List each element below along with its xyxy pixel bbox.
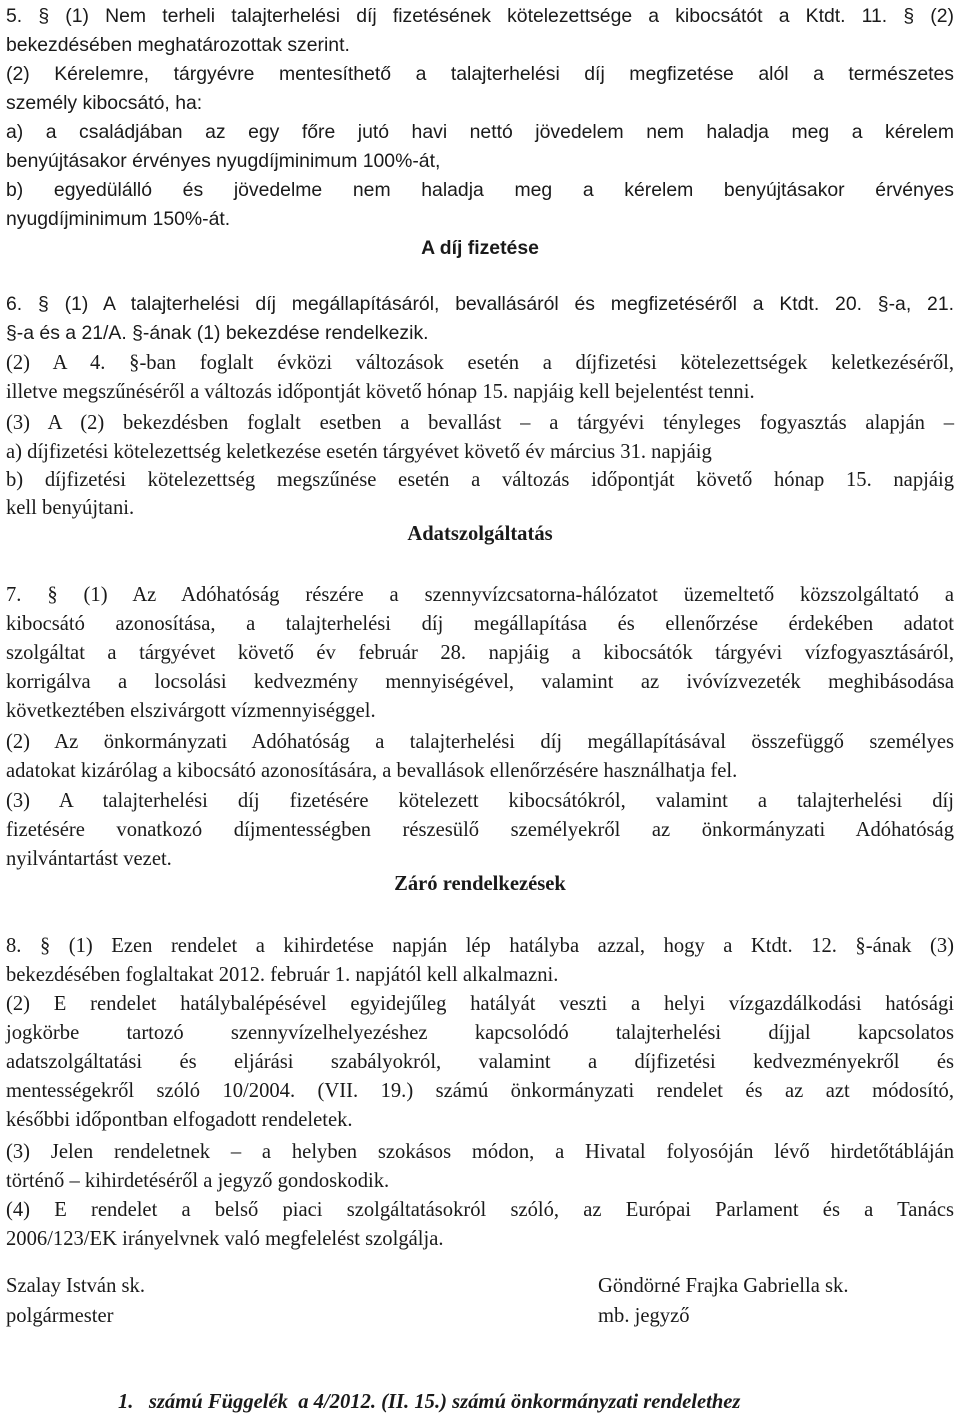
- text-line: személy kibocsátó, ha:: [6, 92, 203, 114]
- text-line: 6. § (1) A talajterhelési díj megállapításáról, bevallásáról és megfizetéséről a Ktdt. 20. §-a, 21.: [6, 293, 954, 315]
- text-line: b) egyedülálló és jövedelme nem haladja meg a kérelem benyújtásakor érvényes: [6, 179, 954, 201]
- text-line: adatokat kizárólag a kibocsátó azonosítására, a bevallások ellenőrzésére használhatja fel.: [6, 760, 738, 782]
- text-line: korrigálva a locsolási kedvezmény mennyiségével, valamint az ivóvízvezeték meghibásodása: [6, 671, 954, 693]
- text-line: 5. § (1) Nem terheli talajterhelési díj fizetésének kötelezettsége a kibocsátót a Ktdt. 11. § (2): [6, 5, 954, 27]
- text-line: adatszolgáltatási és eljárási szabályokról, valamint a díjfizetési kedvezményekről és: [6, 1051, 954, 1073]
- text-line: (3) A (2) bekezdésben foglalt esetben a bevallást – a tárgyévi tényleges fogyasztás alapján –: [6, 412, 954, 434]
- text-line: (2) Az önkormányzati Adóhatóság a talajterhelési díj megállapításával összefüggő személyes: [6, 731, 954, 753]
- text-line: nyilvántartást vezet.: [6, 848, 172, 870]
- text-line: (2) A 4. §-ban foglalt évközi változások esetén a díjfizetési kötelezettségek keletkezéséről,: [6, 352, 954, 374]
- text-line: (2) E rendelet hatálybalépésével egyidejűleg hatályát veszti a helyi vízgazdálkodási hatósági: [6, 993, 954, 1015]
- section-heading: Záró rendelkezések: [394, 873, 566, 895]
- mayor-name: Szalay István sk.: [6, 1275, 145, 1297]
- text-line: 8. § (1) Ezen rendelet a kihirdetése napján lép hatályba azzal, hogy a Ktdt. 12. §-ának (3): [6, 935, 954, 957]
- text-line: benyújtásakor érvényes nyugdíjminimum 100%-át,: [6, 150, 441, 172]
- section-heading: Adatszolgáltatás: [407, 523, 553, 545]
- text-line: (3) A talajterhelési díj fizetésére kötelezett kibocsátókról, valamint a talajterhelési díj: [6, 790, 954, 812]
- text-line: §-a és a 21/A. §-ának (1) bekezdése rendelkezik.: [6, 322, 429, 344]
- text-line: (4) E rendelet a belső piaci szolgáltatásokról szóló, az Európai Parlament és a Tanács: [6, 1199, 954, 1221]
- text-line: nyugdíjminimum 150%-át.: [6, 208, 231, 230]
- text-line: későbbi időpontban elfogadott rendeletek.: [6, 1109, 353, 1131]
- section-heading: A díj fizetése: [421, 237, 539, 259]
- text-line: történő – kihirdetéséről a jegyző gondoskodik.: [6, 1170, 390, 1192]
- text-line: a) díjfizetési kötelezettség keletkezése esetén tárgyévet követő év március 31. napjáig: [6, 441, 712, 463]
- text-line: 7. § (1) Az Adóhatóság részére a szennyvízcsatorna-hálózatot üzemeltető közszolgáltató a: [6, 584, 954, 606]
- text-line: bekezdésében foglaltakat 2012. február 1. napjától kell alkalmazni.: [6, 964, 559, 986]
- text-line: 2006/123/EK irányelvnek való megfelelést szolgálja.: [6, 1228, 444, 1250]
- notary-name: Göndörné Frajka Gabriella sk.: [598, 1275, 849, 1297]
- text-line: a) a családjában az egy főre jutó havi nettó jövedelem nem haladja meg a kérelem: [6, 121, 954, 143]
- text-line: kell benyújtani.: [6, 497, 135, 519]
- text-line: b) díjfizetési kötelezettség megszűnése esetén a változás időpontját követő hónap 15. napjáig: [6, 469, 954, 491]
- text-line: szolgáltat a tárgyévet követő év február 28. napjáig a kibocsátók tárgyévi vízfogyasztásáról,: [6, 642, 954, 664]
- notary-title: mb. jegyző: [598, 1305, 690, 1327]
- text-line: (2) Kérelemre, tárgyévre mentesíthető a talajterhelési díj megfizetése alól a természetes: [6, 63, 954, 85]
- text-line: illetve megszűnéséről a változás időpontját követő hónap 15. napjáig kell bejelentést tenni.: [6, 381, 755, 403]
- text-line: következtében elszivárgott vízmennyiséggel.: [6, 700, 376, 722]
- mayor-title: polgármester: [6, 1305, 114, 1327]
- text-line: bekezdésében meghatározottak szerint.: [6, 34, 350, 56]
- text-line: (3) Jelen rendeletnek – a helyben szokásos módon, a Hivatal folyosóján lévő hirdetőtábláján: [6, 1141, 954, 1163]
- appendix-footer: 1. számú Függelék a 4/2012. (II. 15.) számú önkormányzati rendelethez: [118, 1391, 741, 1413]
- text-line: mentességekről szóló 10/2004. (VII. 19.) számú önkormányzati rendelet és az azt módosító,: [6, 1080, 954, 1102]
- text-line: kibocsátó azonosítása, a talajterhelési díj megállapítása és ellenőrzése érdekében adatot: [6, 613, 954, 635]
- text-line: jogkörbe tartozó szennyvízelhelyezéshez kapcsolódó talajterhelési díjjal kapcsolatos: [6, 1022, 954, 1044]
- text-line: fizetésére vonatkozó díjmentességben részesülő személyekről az önkormányzati Adóhatóság: [6, 819, 954, 841]
